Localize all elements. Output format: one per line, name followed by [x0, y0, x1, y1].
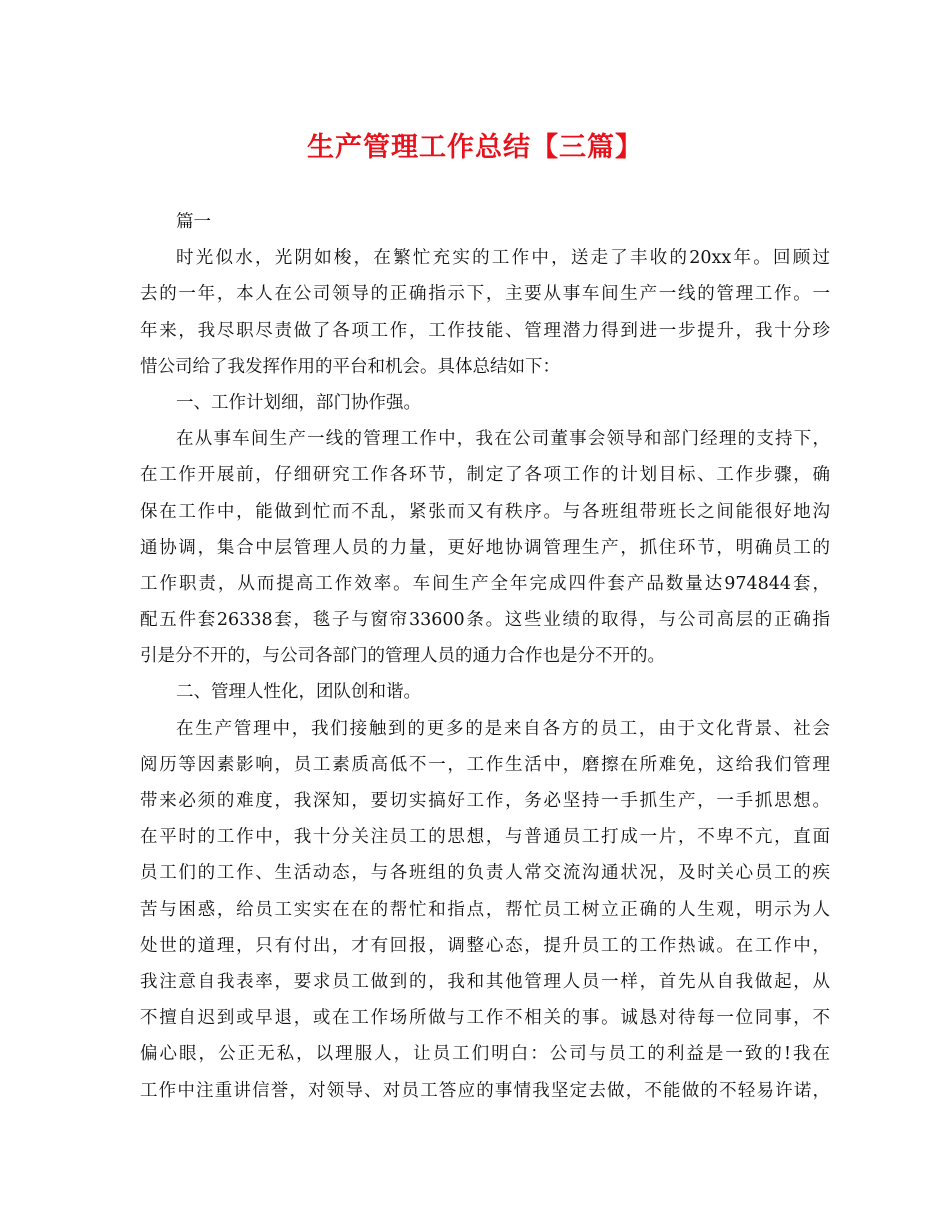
text-line: 一、工作计划细，部门协作强。	[176, 392, 421, 413]
text-line: 带来必须的难度，我深知，要切实搞好工作，务必坚持一手抓生产，一手抓思想。	[140, 791, 830, 811]
text-line: 在平时的工作中，我十分关注员工的思想，与普通员工打成一片，不卑不亢，直面	[140, 827, 830, 848]
text-line: 二、管理人性化，团队创和谐。	[176, 682, 421, 703]
text-line: 不擅自迟到或早退，或在工作场所做与工作不相关的事。诚恳对待每一位同事，不	[140, 1008, 830, 1029]
text-line: 惜公司给了我发挥作用的平台和机会。具体总结如下：	[140, 356, 560, 377]
text-line: 去的一年，本人在公司领导的正确指示下，主要从事车间生产一线的管理工作。一	[140, 284, 830, 305]
text-line: 阅历等因素影响，员工素质高低不一，工作生活中，磨擦在所难免，这给我们管理	[140, 754, 830, 775]
text-line: 苦与困惑，给员工实实在在的帮忙和指点，帮忙员工树立正确的人生观，明示为人	[140, 899, 830, 920]
text-line: 篇一	[176, 212, 211, 232]
text-line: 引是分不开的，与公司各部门的管理人员的通力合作也是分不开的。	[140, 646, 665, 667]
text-line: 偏心眼，公正无私，以理服人，让员工们明白：公司与员工的利益是一致的!我在	[140, 1044, 830, 1065]
text-line: 在从事车间生产一线的管理工作中，我在公司董事会领导和部门经理的支持下，	[176, 429, 830, 450]
document-title: 生产管理工作总结【三篇】	[307, 132, 643, 163]
text-line: 通协调，集合中层管理人员的力量，更好地协调管理生产，抓住环节，明确员工的	[140, 537, 830, 558]
text-line: 员工们的工作、生活动态，与各班组的负责人常交流沟通状况，及时关心员工的疾	[140, 863, 830, 884]
text-line: 工作职责，从而提高工作效率。车间生产全年完成四件套产品数量达974844套，	[140, 573, 830, 594]
document-body	[140, 204, 830, 1109]
text-line: 工作中注重讲信誉，对领导、对员工答应的事情我坚定去做，不能做的不轻易许诺，	[140, 1080, 830, 1101]
text-line: 时光似水，光阴如梭，在繁忙充实的工作中，送走了丰收的20xx年。回顾过	[176, 248, 830, 269]
text-line: 保在工作中，能做到忙而不乱，紧张而又有秩序。与各班组带班长之间能很好地沟	[140, 501, 830, 522]
text-line: 我注意自我表率，要求员工做到的，我和其他管理人员一样，首先从自我做起，从	[140, 971, 830, 992]
text-line: 处世的道理，只有付出，才有回报，调整心态，提升员工的工作热诚。在工作中，	[140, 935, 830, 956]
text-line: 在生产管理中，我们接触到的更多的是来自各方的员工，由于文化背景、社会	[176, 718, 830, 739]
text-line: 配五件套26338套，毯子与窗帘33600条。这些业绩的取得，与公司高层的正确指	[140, 610, 830, 631]
text-line: 在工作开展前，仔细研究工作各环节，制定了各项工作的计划目标、工作步骤，确	[140, 465, 830, 486]
text-line: 年来，我尽职尽责做了各项工作，工作技能、管理潜力得到进一步提升，我十分珍	[140, 320, 830, 341]
